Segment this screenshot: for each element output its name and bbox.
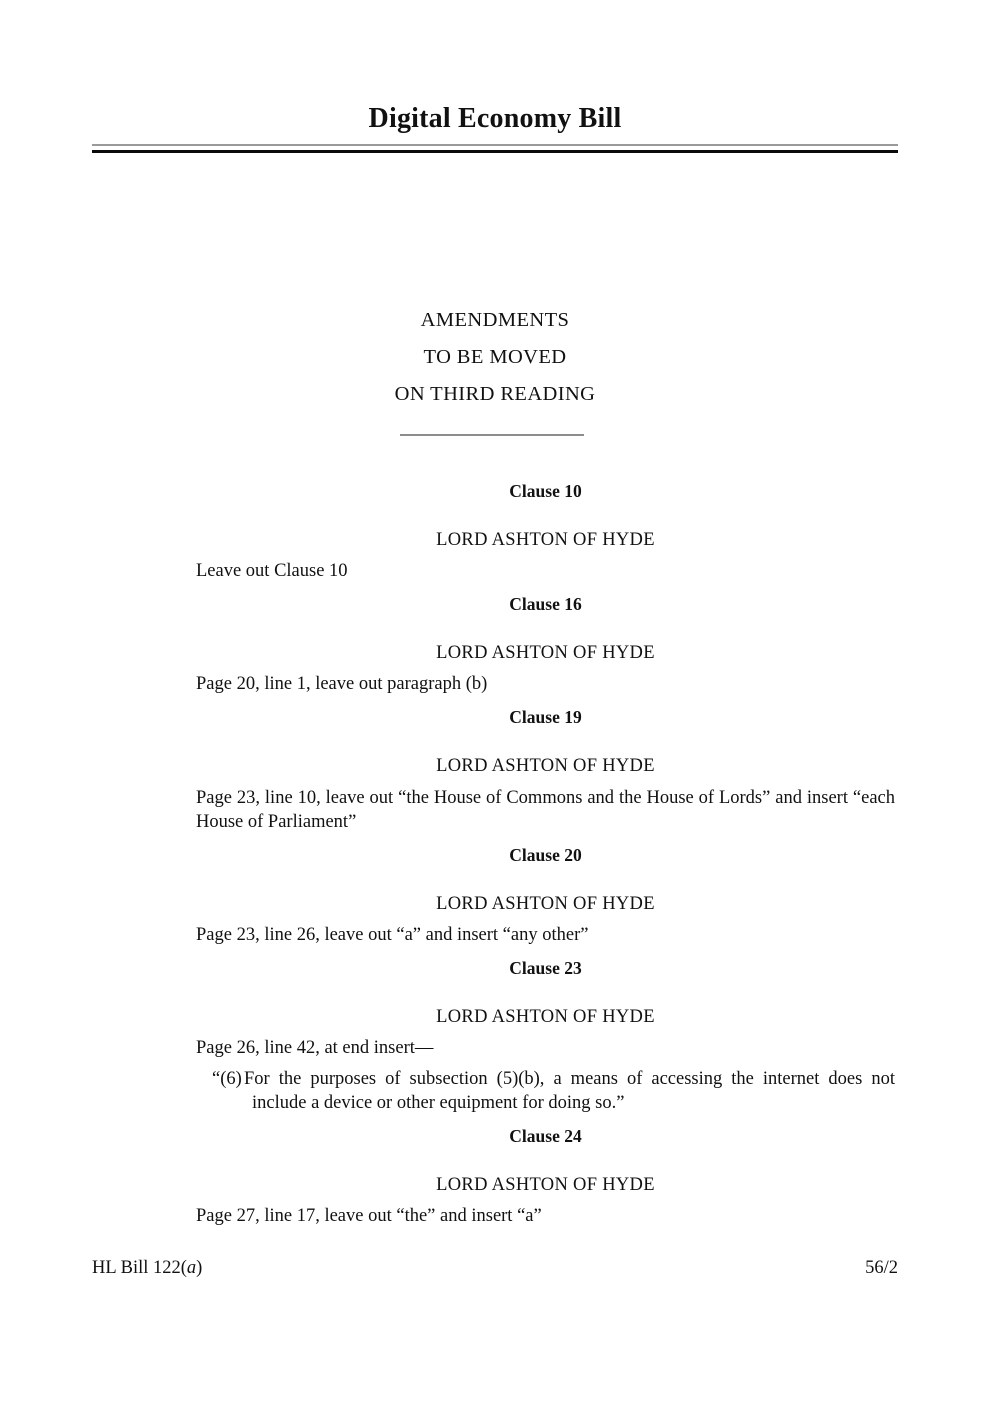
heading-line-2: TO BE MOVED (423, 346, 567, 368)
clause-heading: Clause 24 (509, 1125, 582, 1146)
amendment-sponsor: LORD ASHTON OF HYDE (436, 530, 655, 550)
title-double-rule (92, 144, 898, 153)
bill-reference (92, 1258, 202, 1279)
bill-reference-prefix: HL Bill 122( (92, 1258, 187, 1278)
title-rule-thick (92, 150, 898, 153)
clause-heading: Clause 23 (509, 957, 582, 978)
page-title: Digital Economy Bill (368, 103, 622, 134)
clause-section (196, 834, 895, 947)
page-reference: 56/2 (865, 1258, 898, 1278)
amendments-body (196, 470, 895, 1228)
subsection-marker: “(6) (212, 1068, 242, 1089)
clause-heading: Clause 20 (509, 844, 582, 865)
clause-section (196, 696, 895, 833)
amendment-text: Page 27, line 17, leave out “the” and insert “a” (196, 1206, 542, 1227)
heading-line-3: ON THIRD READING (394, 383, 596, 405)
clause-section (196, 947, 895, 1115)
amendment-text: Leave out Clause 10 (196, 561, 348, 582)
amendments-heading-block (92, 302, 898, 413)
clause-heading: Clause 19 (509, 707, 582, 728)
subsection-text: For the purposes of subsection (5)(b), a means of accessing the internet does not include a device or other equipment for doing so.” (244, 1068, 895, 1113)
clause-heading: Clause 16 (509, 594, 582, 615)
clause-section (196, 1115, 895, 1228)
amendment-text: Page 26, line 42, at end insert— (196, 1037, 434, 1058)
amendment-text: Page 23, line 10, leave out “the House of Commons and the House of Lords” and insert “each House of Parliament” (196, 787, 895, 832)
amendment-sponsor: LORD ASHTON OF HYDE (436, 643, 655, 664)
heading-divider-rule (400, 434, 584, 436)
amendment-text: Page 20, line 1, leave out paragraph (b) (196, 674, 488, 695)
clause-heading: Clause 10 (509, 481, 582, 501)
clause-section (196, 583, 895, 696)
amendment-sponsor: LORD ASHTON OF HYDE (436, 1174, 655, 1195)
clause-section (196, 470, 895, 583)
amendment-sponsor: LORD ASHTON OF HYDE (436, 1006, 655, 1027)
bill-reference-suffix: ) (196, 1258, 203, 1278)
title-rule-thin (92, 144, 898, 146)
amendment-sponsor: LORD ASHTON OF HYDE (436, 893, 655, 914)
heading-line-1: AMENDMENTS (420, 309, 570, 331)
amendment-sponsor: LORD ASHTON OF HYDE (436, 756, 655, 777)
amendment-text: Page 23, line 26, leave out “a” and insert “any other” (196, 924, 589, 945)
bill-reference-letter: a (186, 1258, 197, 1278)
inserted-subsection (196, 1060, 895, 1115)
page-footer (92, 1258, 898, 1279)
